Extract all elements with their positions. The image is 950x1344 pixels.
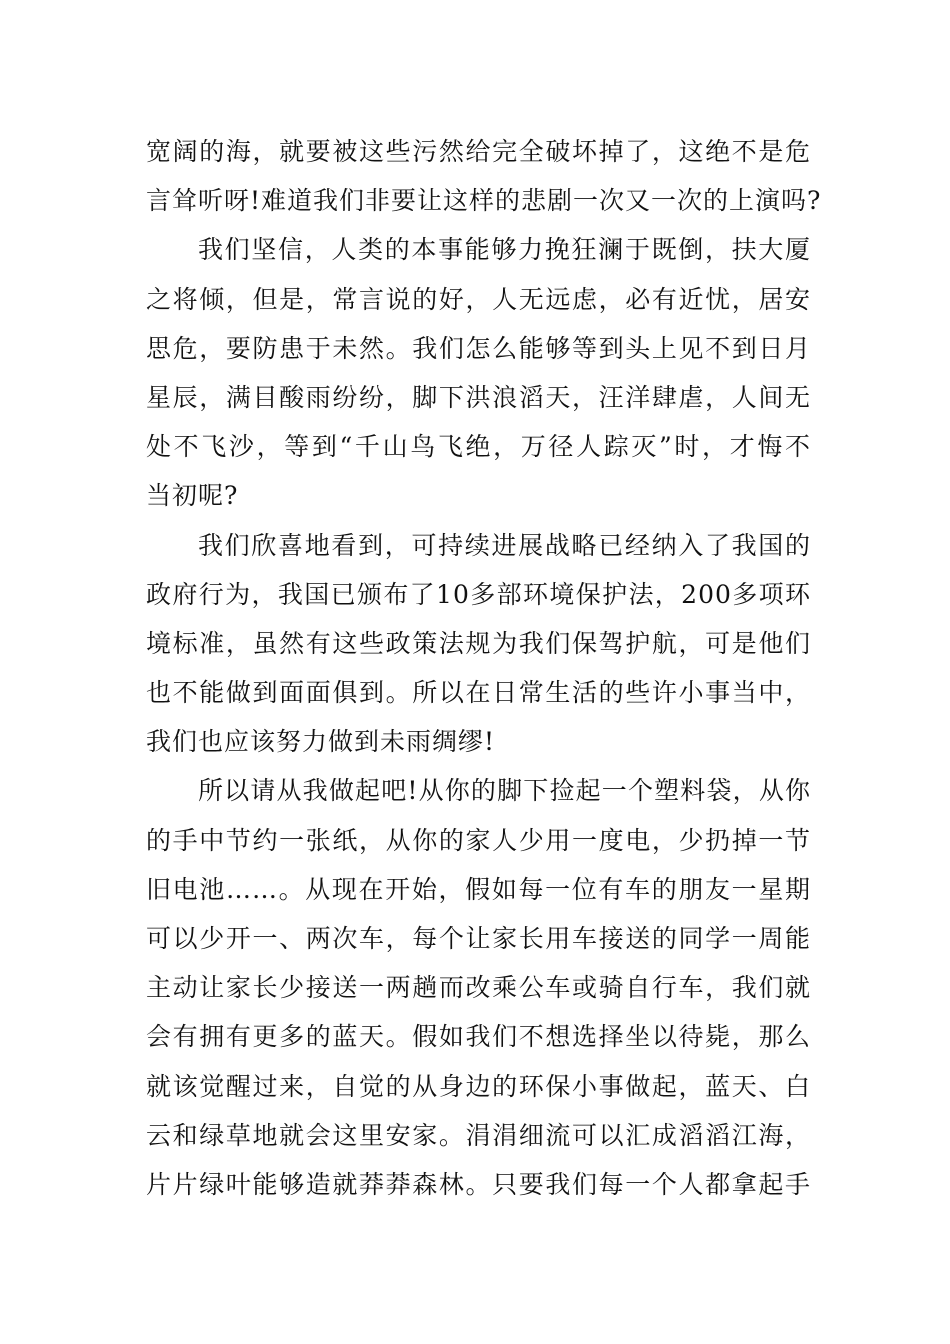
text-line: 思危，要防患于未然。我们怎么能够等到头上见不到日月 bbox=[146, 333, 811, 363]
body-text bbox=[146, 127, 822, 1209]
paragraph-last-line: 当初呢? bbox=[146, 481, 239, 511]
text-line: 也不能做到面面俱到。所以在日常生活的些许小事当中， bbox=[146, 678, 811, 708]
paragraph-first-line: 所以请从我做起吧!从你的脚下捡起一个塑料袋，从你 bbox=[198, 776, 811, 806]
paragraph-first-line: 我们欣喜地看到，可持续进展战略已经纳入了我国的 bbox=[198, 530, 811, 560]
text-line: 会有拥有更多的蓝天。假如我们不想选择坐以待毙，那么 bbox=[146, 1022, 811, 1052]
text-line: 言耸听呀!难道我们非要让这样的悲剧一次又一次的上演吗? bbox=[146, 186, 822, 216]
text-line: 政府行为，我国已颁布了10多部环境保护法，200多项环 bbox=[146, 579, 811, 609]
text-line: 之将倾，但是，常言说的好，人无远虑，必有近忧，居安 bbox=[146, 284, 811, 314]
text-line: 就该觉醒过来，自觉的从身边的环保小事做起，蓝天、白 bbox=[146, 1071, 811, 1101]
text-line: 处不飞沙，等到“千山鸟飞绝，万径人踪灭”时，才悔不 bbox=[146, 432, 811, 462]
text-line: 可以少开一、两次车，每个让家长用车接送的同学一周能 bbox=[146, 924, 811, 953]
text-line: 主动让家长少接送一两趟而改乘公车或骑自行车，我们就 bbox=[146, 973, 811, 1003]
text-line: 片片绿叶能够造就莽莽森林。只要我们每一个人都拿起手 bbox=[146, 1169, 811, 1199]
paragraph-first-line: 我们坚信，人类的本事能够力挽狂澜于既倒，扶大厦 bbox=[198, 235, 811, 265]
paragraph-last-line: 我们也应该努力做到未雨绸缪! bbox=[146, 727, 496, 757]
text-line: 境标准，虽然有这些政策法规为我们保驾护航，可是他们 bbox=[146, 628, 811, 658]
text-line: 的手中节约一张纸，从你的家人少用一度电，少扔掉一节 bbox=[146, 825, 811, 855]
text-line: 星辰，满目酸雨纷纷，脚下洪浪滔天，汪洋肆虐，人间无 bbox=[146, 382, 811, 412]
text-line: 宽阔的海，就要被这些污然给完全破坏掉了，这绝不是危 bbox=[146, 137, 811, 166]
text-line: 旧电池……。从现在开始，假如每一位有车的朋友一星期 bbox=[146, 874, 811, 904]
text-line: 云和绿草地就会这里安家。涓涓细流可以汇成滔滔江海， bbox=[146, 1120, 811, 1150]
